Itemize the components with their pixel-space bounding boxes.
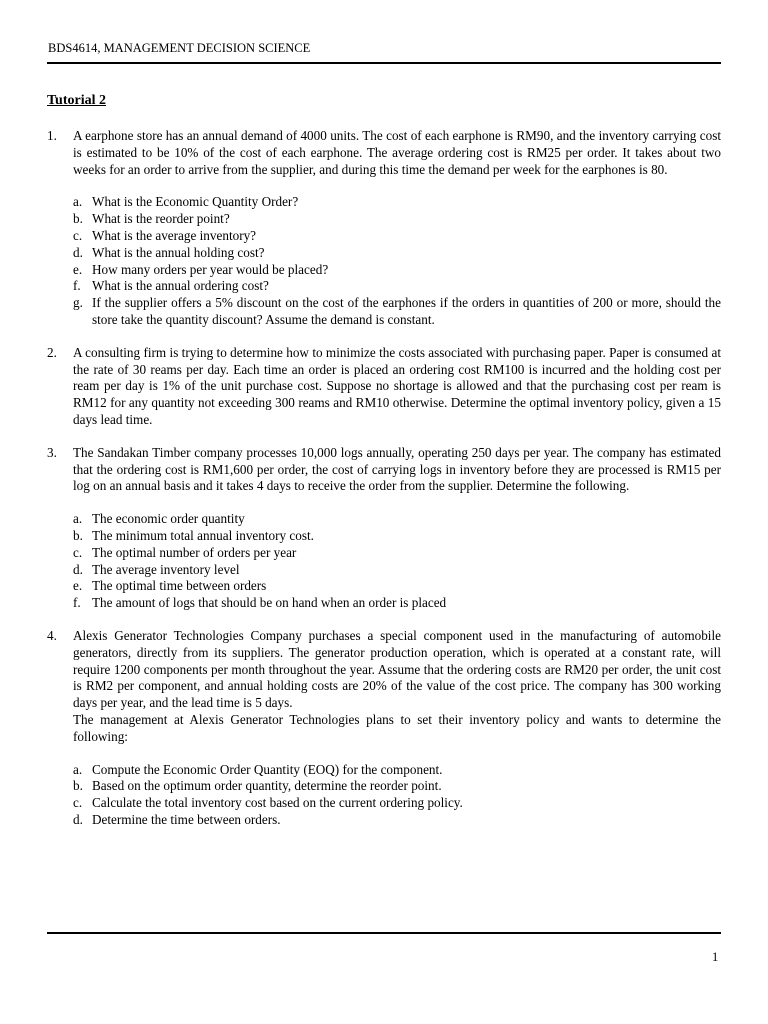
- question-1: [47, 128, 721, 329]
- question-text: Alexis Generator Technologies Company purchases a special component used in the manufacturing of automobile generators, directly from its suppliers. The generator production operation, which is operated at a constant rate, will require 1200 components per month throughout the year. Assume that the ordering costs are RM20 per order, the unit cost is RM2 per component, and annual holding costs are 20% of the value of the cost price. The company has 300 working days per year, and the lead time is 5 days.: [73, 627, 721, 711]
- sub-question: c. What is the average inventory?: [73, 227, 257, 243]
- sub-question: c. The optimal number of orders per year: [73, 544, 297, 560]
- question-number: 4.: [47, 627, 57, 643]
- sub-question: c. Calculate the total inventory cost based on the current ordering policy.: [73, 795, 463, 811]
- sub-question: e. The optimal time between orders: [73, 578, 267, 594]
- sub-question: a. Compute the Economic Order Quantity (EOQ) for the component.: [73, 761, 443, 777]
- sub-question: f. What is the annual ordering cost?: [73, 278, 269, 294]
- question-text: A consulting firm is trying to determine how to minimize the costs associated with purchasing paper. Paper is consumed at the rate of 30 reams per day. Each time an order is placed an ordering cost RM100 is incurred and the holding cost per ream per day is 1% of the unit purchase cost. Suppose no shortage is allowed and that the purchasing cost per ream is RM12 for any quantity not exceeding 300 reams and RM10 otherwise. Determine the optimal inventory policy, given a 15 days lead time.: [73, 344, 721, 427]
- question-number: 2.: [47, 344, 57, 360]
- question-4: [47, 628, 721, 829]
- sub-question: g. If the supplier offers a 5% discount on the cost of the earphones if the orders in quantities of 200 or more, should the store take the quantity discount? Assume the demand is constant.: [73, 295, 721, 327]
- sub-question-list: [73, 762, 721, 829]
- sub-question: b. Based on the optimum order quantity, determine the reorder point.: [73, 778, 442, 794]
- sub-question: d. Determine the time between orders.: [73, 811, 281, 827]
- page-number: 1: [712, 950, 719, 964]
- page-title: Tutorial 2: [47, 93, 106, 108]
- sub-question: a. What is the Economic Quantity Order?: [73, 194, 299, 210]
- sub-question: e. How many orders per year would be placed?: [73, 261, 329, 277]
- sub-question-list: [73, 194, 721, 328]
- question-number: 1.: [47, 128, 57, 143]
- sub-question-list: [73, 511, 721, 612]
- question-2: [47, 345, 721, 429]
- question-3: [47, 445, 721, 612]
- question-list: [47, 128, 721, 845]
- sub-question: b. The minimum total annual inventory cost.: [73, 527, 314, 543]
- header-divider: [47, 62, 721, 64]
- sub-question: d. The average inventory level: [73, 561, 240, 577]
- question-text: A earphone store has an annual demand of 4000 units. The cost of each earphone is RM90, and the inventory carrying cost is estimated to be 10% of the cost of each earphone. The average ordering cost is RM25 per order. It takes about two weeks for an order to arrive from the supplier, and during this time the demand per week for the earphones is 80.: [73, 128, 721, 177]
- course-header: BDS4614, MANAGEMENT DECISION SCIENCE: [48, 41, 311, 55]
- footer-divider: [47, 932, 721, 934]
- sub-question: b. What is the reorder point?: [73, 211, 230, 227]
- sub-question: f. The amount of logs that should be on hand when an order is placed: [73, 595, 447, 611]
- sub-question: d. What is the annual holding cost?: [73, 244, 265, 260]
- question-text: The Sandakan Timber company processes 10,000 logs annually, operating 250 days per year. The company has estimated that the ordering cost is RM1,600 per order, the cost of carrying logs in inventory before they are processed is RM15 per log on an annual basis and it takes 4 days to receive the order from the supplier. Determine the following.: [73, 444, 721, 494]
- question-text-continued: The management at Alexis Generator Technologies plans to set their inventory policy and wants to determine the following:: [73, 711, 721, 744]
- question-number: 3.: [47, 444, 57, 460]
- sub-question: a. The economic order quantity: [73, 511, 245, 527]
